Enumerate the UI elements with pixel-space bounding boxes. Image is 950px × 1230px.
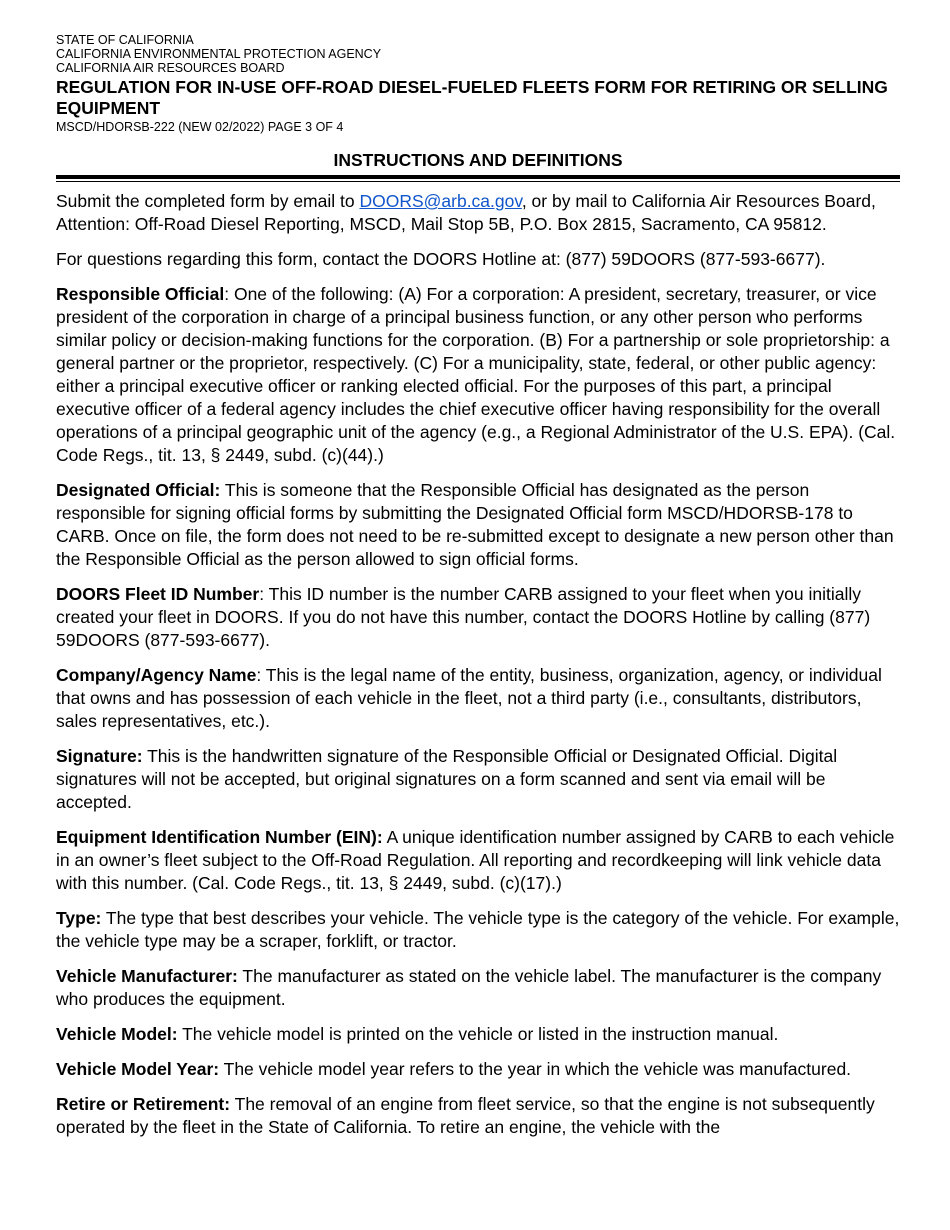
definition-text: : This ID number is the number CARB assigned to your fleet when you initially created your fleet in DOORS. If you do not have this number, contact the DOORS Hotline by calling (877) 59DOORS (877-593-6677).	[56, 584, 871, 650]
submit-prefix: Submit the completed form by email to	[56, 191, 360, 211]
definition-text: This is someone that the Responsible Official has designated as the person responsible for signing official forms by submitting the Designated Official form MSCD/HDORSB-178 to CARB. Once on file, the form does not need to be re-submitted except to designate a new person other than the Responsible Official as the person allowed to sign official forms.	[56, 480, 894, 569]
definition-term: Signature:	[56, 746, 143, 766]
definition-item	[56, 907, 900, 953]
document-page	[56, 33, 900, 1151]
section-divider	[56, 175, 900, 182]
definition-term: DOORS Fleet ID Number	[56, 584, 260, 604]
definition-term: Type:	[56, 908, 102, 928]
definition-text: The removal of an engine from fleet service, so that the engine is not subsequently operated by the fleet in the State of California. To retire an engine, the vehicle with the	[56, 1094, 875, 1137]
definition-item	[56, 583, 900, 652]
definition-text: : This is the legal name of the entity, business, organization, agency, or individual that owns and has possession of each vehicle in the fleet, not a third party (i.e., consultants, distributors, sales representatives, etc.).	[56, 665, 882, 731]
definition-item	[56, 745, 900, 814]
submit-suffix: , or by mail to California Air Resources Board, Attention: Off-Road Diesel Reporting, MSCD, Mail Stop 5B, P.O. Box 2815, Sacramento, CA 95812.	[56, 191, 876, 234]
definition-term: Vehicle Manufacturer:	[56, 966, 238, 986]
definition-text: The type that best describes your vehicle. The vehicle type is the category of the vehicle. For example, the vehicle type may be a scraper, forklift, or tractor.	[56, 908, 900, 951]
definition-item	[56, 1023, 900, 1046]
form-title: REGULATION FOR IN-USE OFF-ROAD DIESEL-FUELED FLEETS FORM FOR RETIRING OR SELLING EQUIPMENT	[56, 77, 888, 118]
agency-header	[56, 33, 900, 134]
definition-text: This is the handwritten signature of the Responsible Official or Designated Official. Digital signatures will not be accepted, but original signatures on a form scanned and sent via email will be accepted.	[56, 746, 838, 812]
definition-term: Equipment Identification Number (EIN):	[56, 827, 383, 847]
definition-term: Retire or Retirement:	[56, 1094, 231, 1114]
definition-item	[56, 664, 900, 733]
submit-instructions	[56, 190, 900, 236]
agency-name: CALIFORNIA ENVIRONMENTAL PROTECTION AGENCY	[56, 47, 382, 61]
board-name: CALIFORNIA AIR RESOURCES BOARD	[56, 61, 285, 75]
definition-text: The vehicle model is printed on the vehicle or listed in the instruction manual.	[177, 1024, 779, 1044]
definition-item	[56, 826, 900, 895]
definition-item	[56, 965, 900, 1011]
definition-term: Company/Agency Name	[56, 665, 257, 685]
definition-term: Vehicle Model:	[56, 1024, 178, 1044]
definition-text: The vehicle model year refers to the year in which the vehicle was manufactured.	[219, 1059, 852, 1079]
definition-text: The manufacturer as stated on the vehicle label. The manufacturer is the company who produces the equipment.	[56, 966, 882, 1009]
definitions-list	[56, 283, 900, 1139]
section-title: INSTRUCTIONS AND DEFINITIONS	[333, 150, 623, 170]
definition-item	[56, 283, 900, 467]
questions-contact: For questions regarding this form, contact the DOORS Hotline at: (877) 59DOORS (877-593-6677).	[56, 249, 826, 269]
definition-term: Designated Official:	[56, 480, 221, 500]
definition-term: Responsible Official	[56, 284, 225, 304]
email-link[interactable]: DOORS@arb.ca.gov	[359, 191, 522, 211]
definition-text: : One of the following: (A) For a corporation: A president, secretary, treasurer, or vice president of the corporation in charge of a principal business function, or any other person who performs similar policy or decision-making functions for the corporation. (B) For a partnership or sole proprietorship: a general partner or the proprietor, respectively. (C) For a municipality, state, federal, or other public agency: either a principal executive officer or ranking elected official. For the purposes of this part, a principal executive officer of a federal agency includes the chief executive officer having responsibility for the overall operations of a principal geographic unit of the agency (e.g., a Regional Administrator of the U.S. EPA). (Cal. Code Regs., tit. 13, § 2449, subd. (c)(44).)	[56, 284, 896, 465]
definition-item	[56, 479, 900, 571]
definition-text: A unique identification number assigned by CARB to each vehicle in an owner’s fleet subject to the Off-Road Regulation. All reporting and recordkeeping will link vehicle data with this number. (Cal. Code Regs., tit. 13, § 2449, subd. (c)(17).)	[56, 827, 895, 893]
state-name: STATE OF CALIFORNIA	[56, 33, 194, 47]
definition-item	[56, 1093, 900, 1139]
form-reference: MSCD/HDORSB-222 (NEW 02/2022) PAGE 3 OF 4	[56, 120, 344, 134]
definition-term: Vehicle Model Year:	[56, 1059, 220, 1079]
definition-item	[56, 1058, 900, 1081]
